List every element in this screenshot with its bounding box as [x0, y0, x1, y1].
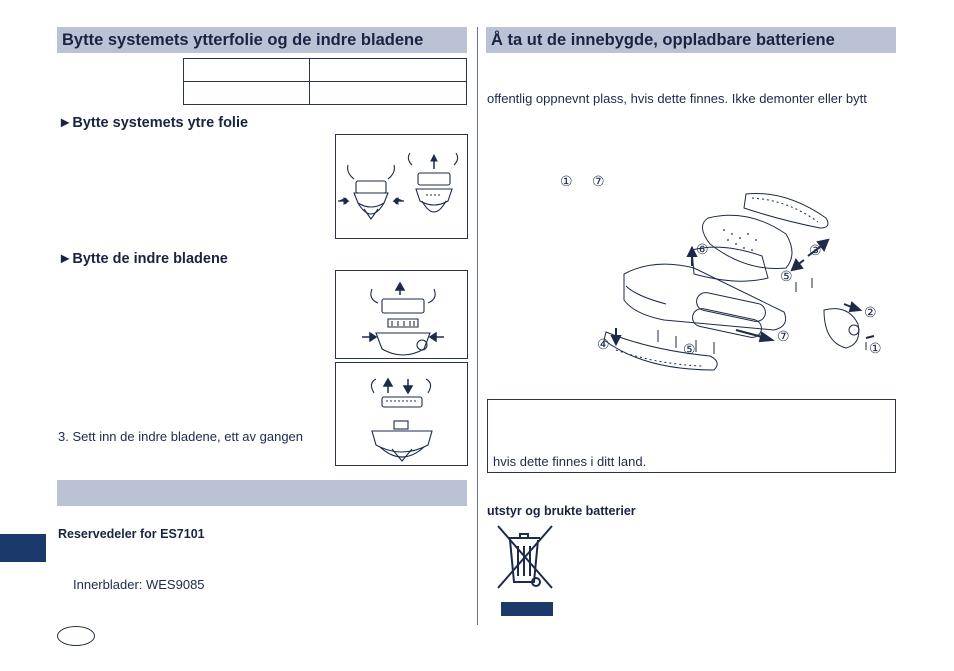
diagram-label-6: ⑥: [696, 241, 709, 257]
diagram-label-7: ⑦: [777, 328, 790, 344]
inner-blades-part-number: Innerblader: WES9085: [73, 577, 205, 592]
table-cell: [310, 59, 467, 82]
diagram-label-5-upper: ⑤: [780, 268, 793, 284]
figure-inner-blades-remove: [335, 270, 468, 359]
diagram-label-5-lower: ⑤: [683, 341, 696, 357]
left-band-heading: [57, 480, 467, 506]
figure-outer-foil: [335, 134, 468, 239]
table-row: [184, 59, 467, 82]
diagram-label-4: ④: [597, 336, 610, 352]
disposal-instruction-text: offentlig oppnevnt plass, hvis dette finnes. Ikke demonter eller bytt: [487, 91, 867, 106]
outer-foil-illustration: [336, 135, 467, 238]
table-cell: [184, 59, 310, 82]
step-ref-last: ⑦: [592, 173, 605, 189]
inner-blades-insert-illustration: [336, 363, 467, 465]
left-section-heading: Bytte systemets ytterfolie og de indre bladene: [57, 27, 467, 53]
figure-inner-blades-insert: [335, 362, 468, 466]
exploded-shaver-illustration: [596, 190, 896, 390]
weee-black-bar: [501, 602, 553, 616]
right-section-heading: Å ta ut de innebygde, oppladbare batteriene: [486, 27, 896, 53]
step-ref-first: ①: [560, 173, 573, 189]
subheading-inner-blades: [58, 251, 228, 267]
step-3-text: 3. Sett inn de indre bladene, ett av gangen: [58, 429, 304, 444]
table-cell: [310, 82, 467, 105]
subheading-inner-blades-text: Bytte de indre bladene: [72, 251, 228, 267]
subheading-outer-foil: [58, 115, 248, 131]
table-cell: [184, 82, 310, 105]
triangle-marker-icon: ►: [58, 115, 73, 131]
diagram-label-3: ③: [809, 242, 822, 258]
subheading-outer-foil-text: Bytte systemets ytre folie: [72, 115, 249, 131]
table-row: [184, 82, 467, 105]
recycling-note-text: hvis dette finnes i ditt land.: [493, 454, 647, 469]
diagram-label-2: ②: [864, 304, 877, 320]
language-oval-icon: [57, 626, 95, 646]
triangle-marker-icon: ►: [58, 251, 73, 267]
disposal-section-title: utstyr og brukte batterier: [487, 504, 636, 518]
spare-parts-title: Reservedeler for ES7101: [58, 527, 205, 541]
battery-removal-diagram: [596, 190, 896, 390]
crossed-out-wheeled-bin-icon: [492, 524, 558, 594]
inner-blades-remove-illustration: [336, 271, 467, 358]
diagram-label-1: ①: [869, 340, 882, 356]
spec-table: [183, 58, 467, 105]
column-divider: [477, 27, 478, 625]
side-language-tab: [0, 534, 46, 562]
recycling-note-box: [487, 399, 896, 473]
